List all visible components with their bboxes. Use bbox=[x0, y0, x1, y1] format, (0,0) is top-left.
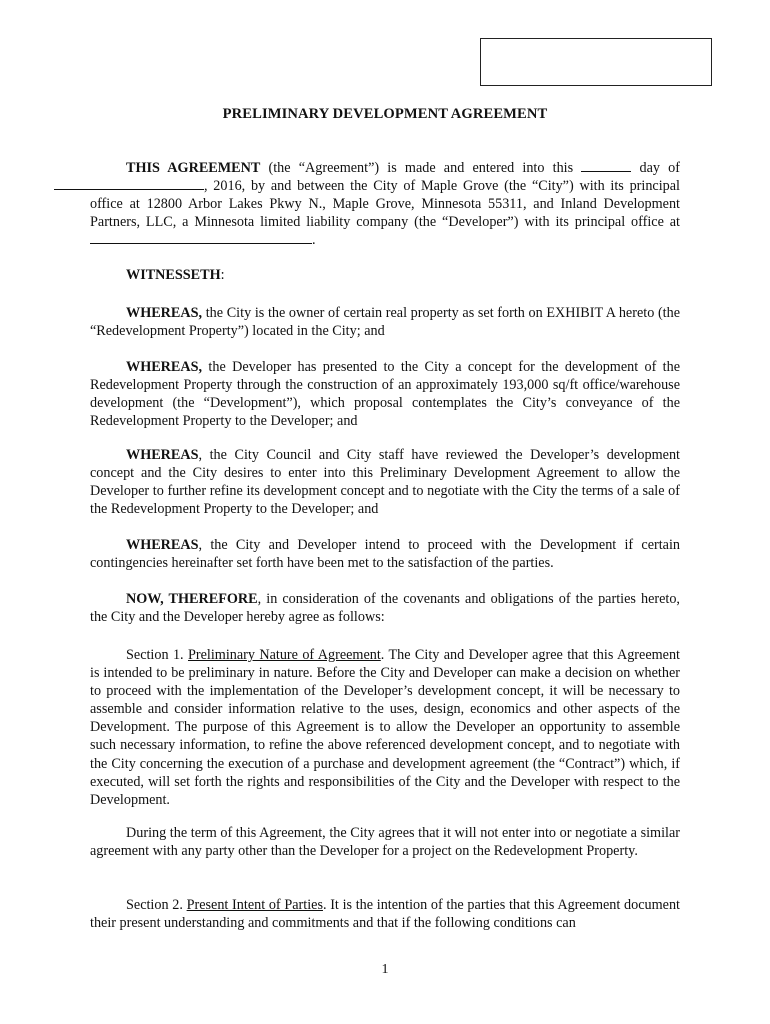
term-text: During the term of this Agreement, the City agrees that it will not enter into or negotiate a similar agreement with any party other than the Developer for a project on the Redevelopment Property. bbox=[90, 825, 680, 860]
section-2-prefix: Section 2. bbox=[126, 897, 187, 913]
whereas-text: the City is the owner of certain real property as set forth on EXHIBIT A hereto (the “Redevelopment Property”) located in the City; and bbox=[90, 305, 680, 340]
whereas-lead: WHEREAS, bbox=[126, 359, 203, 375]
witnesseth-heading: WITNESSETH bbox=[126, 267, 221, 283]
intro-text-2: day of bbox=[631, 160, 680, 176]
whereas-lead: WHEREAS, bbox=[126, 305, 203, 321]
intro-text-1: (the “Agreement”) is made and entered into this bbox=[260, 160, 582, 176]
whereas-paragraph-1 bbox=[90, 304, 680, 340]
section-1-heading: Preliminary Nature of Agreement bbox=[187, 647, 381, 663]
section-1-prefix: Section 1. bbox=[126, 647, 188, 663]
whereas-paragraph-3 bbox=[90, 446, 680, 518]
intro-paragraph bbox=[90, 159, 680, 249]
intro-text-3: , 2016, by and between the City of Maple Grove (the “City”) with its principal office at 12800 Arbor Lakes Pkwy N., Maple Grove, Minnesota 55311, and Inland Development Partners, LLC, a Minnesota limited liability company (the “Developer”) with its principal office at bbox=[90, 178, 680, 231]
whereas-text: the Developer has presented to the City a concept for the development of the Redevelopment Property through the construction of an approximately 193,000 sq/ft office/warehouse development (the “Development”), which proposal contemplates the City’s conveyance of the Redevelopment Property to the Developer; and bbox=[90, 359, 680, 430]
whereas-lead: WHEREAS bbox=[126, 447, 199, 463]
whereas-text: , the City and Developer intend to proceed with the Development if certain contingencies hereinafter set forth have been met to the satisfaction of the parties. bbox=[90, 537, 680, 572]
whereas-paragraph-2 bbox=[90, 358, 680, 430]
section-1-paragraph bbox=[90, 646, 680, 809]
month-blank bbox=[54, 177, 204, 190]
now-therefore-paragraph bbox=[90, 590, 680, 626]
recording-stamp-box bbox=[480, 38, 712, 86]
section-2-text: . It is the intention of the parties that this Agreement document their present understanding and commitments and that if the following conditions can bbox=[90, 897, 680, 932]
document-title: PRELIMINARY DEVELOPMENT AGREEMENT bbox=[222, 106, 548, 122]
now-therefore-text: , in consideration of the covenants and obligations of the parties hereto, the City and the Developer hereby agree as follows: bbox=[90, 591, 680, 626]
whereas-paragraph-4 bbox=[90, 536, 680, 572]
intro-text-4: . bbox=[312, 232, 316, 249]
witnesseth-paragraph bbox=[90, 266, 680, 284]
whereas-lead: WHEREAS bbox=[126, 537, 199, 553]
witnesseth-colon: : bbox=[220, 267, 225, 283]
now-therefore-lead: NOW, THEREFORE bbox=[126, 591, 258, 607]
page-number: 1 bbox=[381, 962, 389, 977]
section-2-paragraph bbox=[90, 896, 680, 932]
section-1-text: . The City and Developer agree that this Agreement is intended to be preliminary in nature. Before the City and Developer can make a decision on whether to proceed with the implementation of the Developer’s development concept, it will be necessary to assemble and consider information relative to the uses, design, economics and other aspects of the Development. The purpose of this Agreement is to allow the Developer an opportunity to assemble such necessary information, to refine the above referenced development concept, and to negotiate with the City concerning the execution of a purchase and development agreement (the “Contract”) which, if executed, will set forth the rights and responsibilities of the City and the Developer with respect to the Development. bbox=[90, 647, 680, 808]
day-blank bbox=[581, 159, 631, 172]
address-blank bbox=[90, 231, 312, 244]
intro-lead: THIS AGREEMENT bbox=[126, 160, 261, 176]
term-paragraph bbox=[90, 824, 680, 860]
section-2-heading: Present Intent of Parties bbox=[186, 897, 323, 913]
whereas-text: , the City Council and City staff have reviewed the Developer’s development concept and the City desires to enter into this Preliminary Development Agreement to allow the Developer to further refine its development concept and to negotiate with the City the terms of a sale of the Redevelopment Property to the Developer; and bbox=[90, 447, 680, 518]
